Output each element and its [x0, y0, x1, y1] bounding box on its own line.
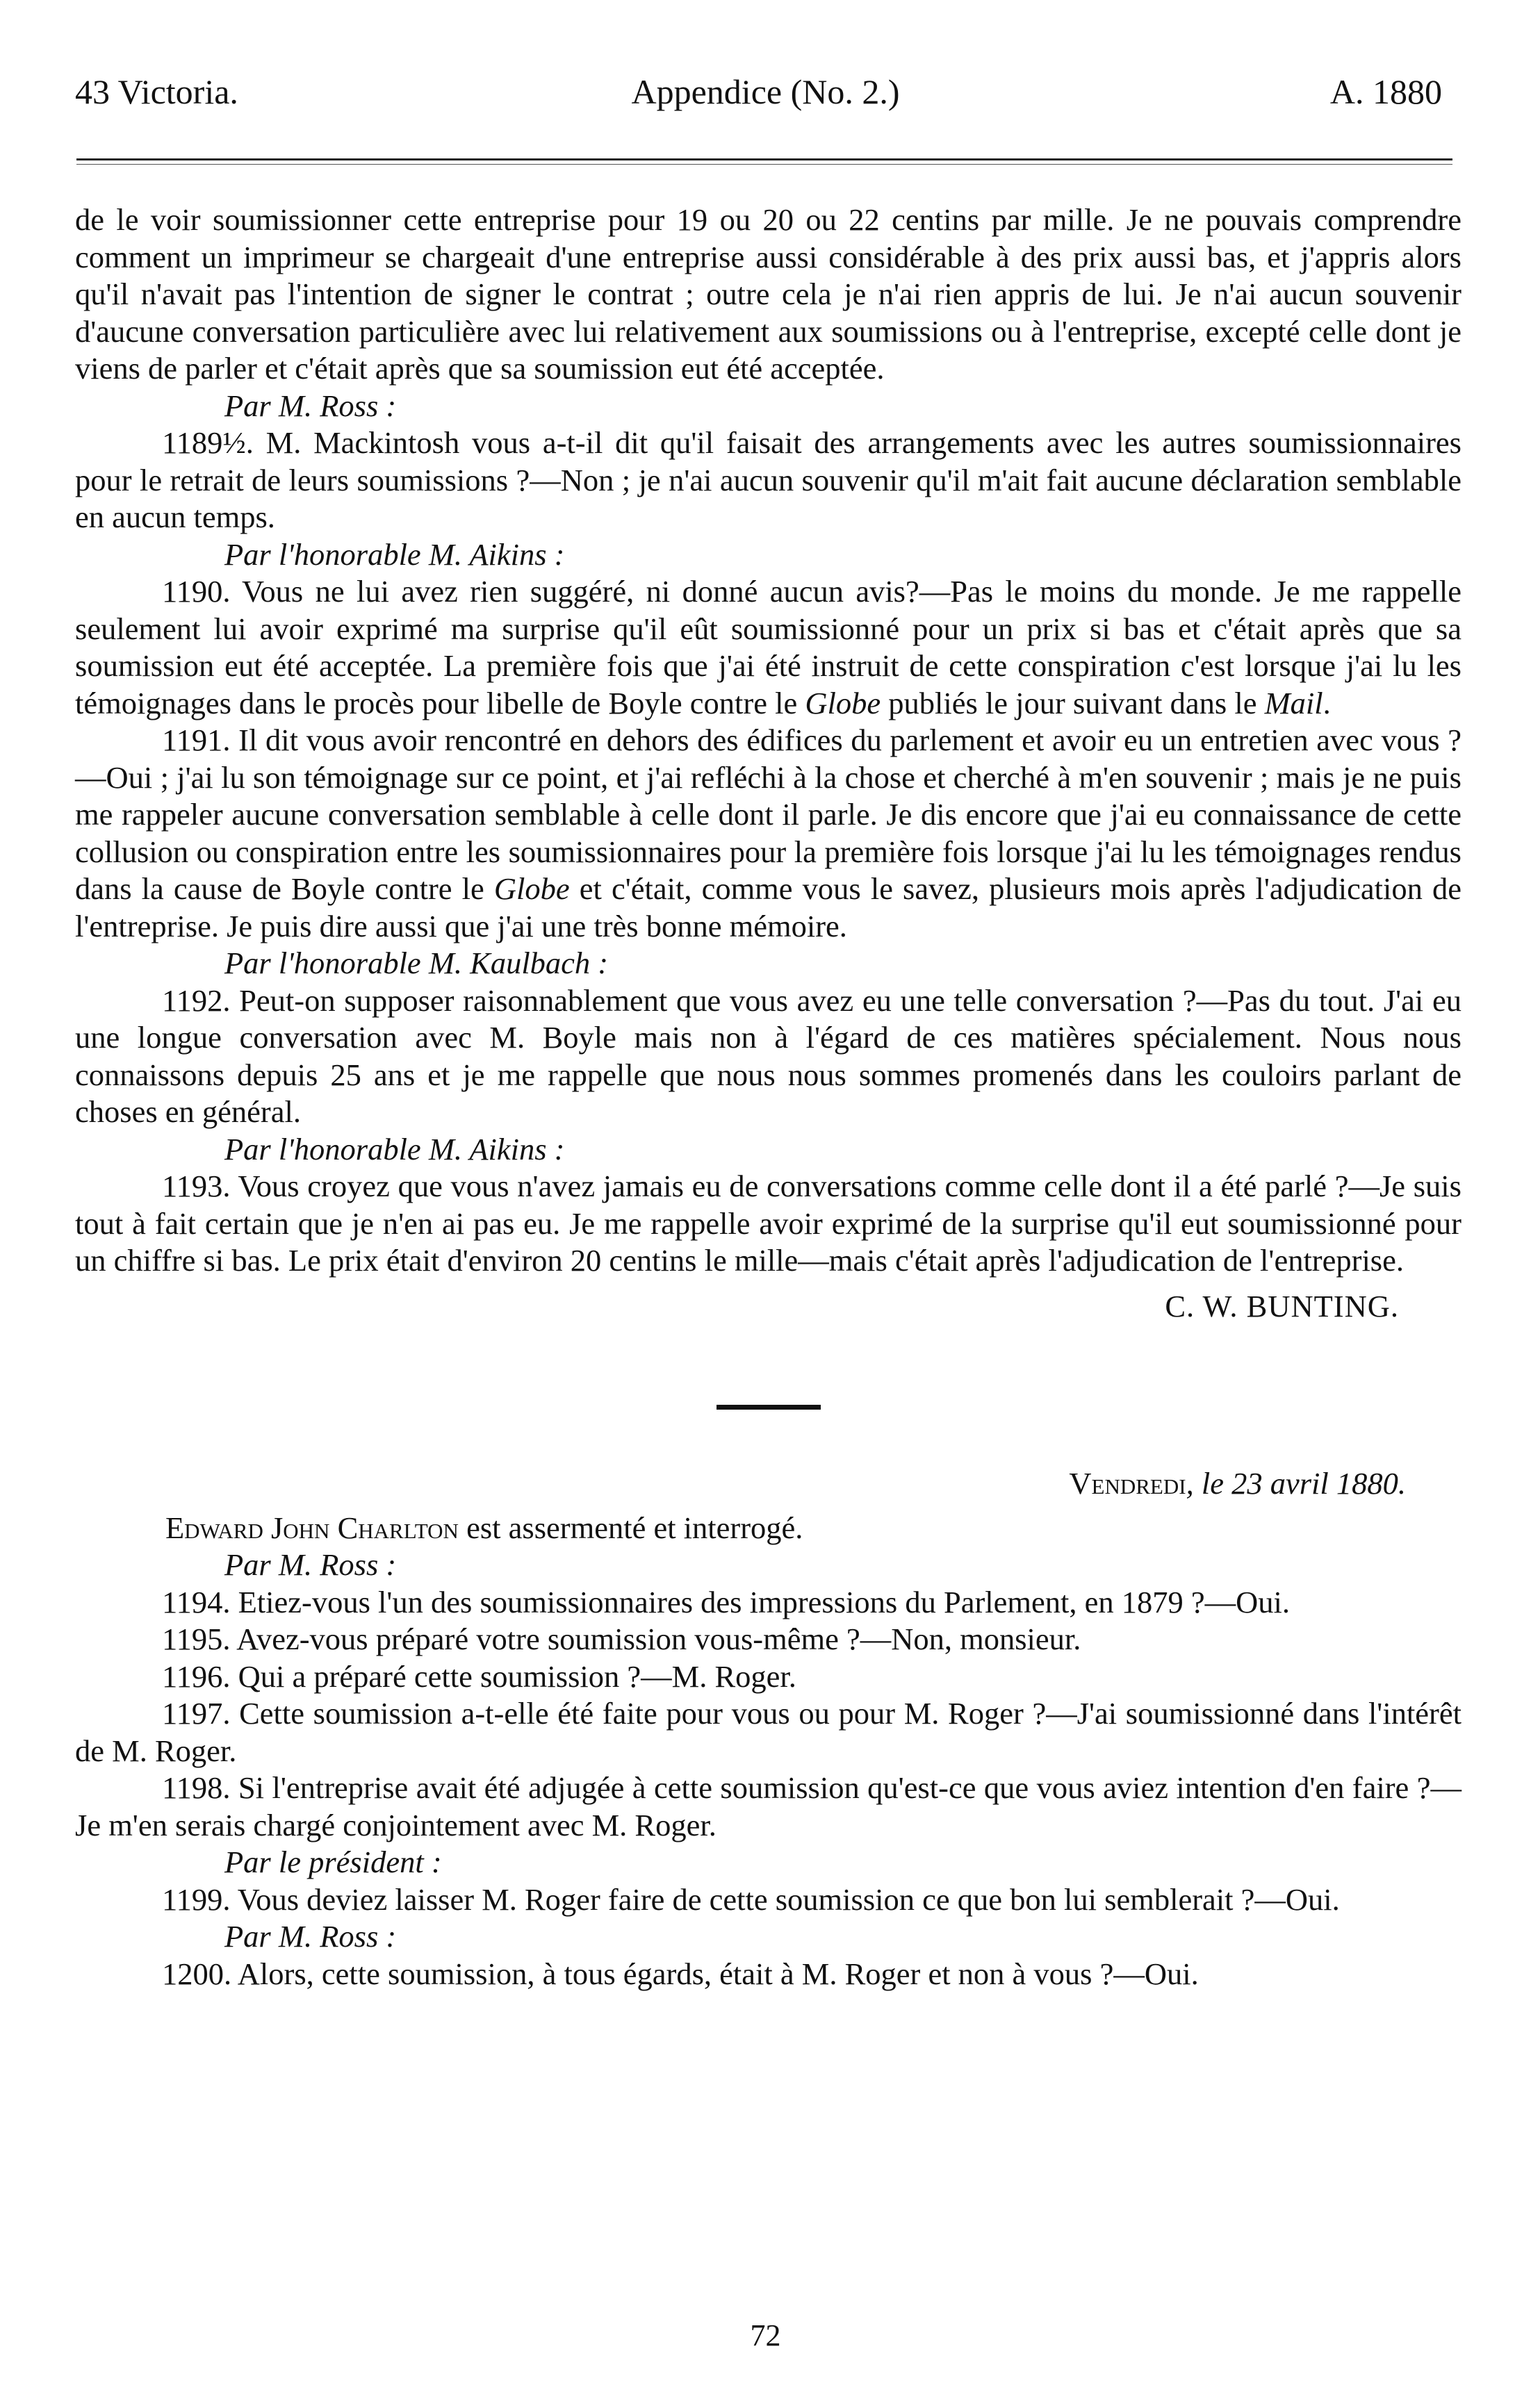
question-1200: 1200. Alors, cette soumission, à tous égards, était à M. Roger et non à vous ?—Oui. — [162, 1956, 1199, 1991]
speaker-heading: Par M. Ross : — [224, 1919, 397, 1954]
newspaper-globe: Globe — [805, 685, 881, 720]
header-title: Appendice (No. 2.) — [631, 72, 900, 111]
newspaper-globe: Globe — [493, 871, 570, 906]
header-session: 43 Victoria. — [75, 72, 238, 111]
page-number: 72 — [750, 2318, 781, 2352]
date-day: Vendredi — [1069, 1466, 1186, 1501]
speaker-heading: Par le président : — [224, 1845, 442, 1879]
speaker-heading: Par M. Ross : — [224, 1547, 397, 1582]
signature: C. W. BUNTING. — [1165, 1288, 1399, 1323]
question-1191 — [75, 722, 1462, 945]
question-1191-text-2: et c'était, comme vous le savez, plusieurs mois après l'adjudication de l'entreprise. Je puis dire aussi que j'ai une très bonne mémoire. — [75, 871, 1462, 943]
date-text: , le 23 avril 1880. — [1186, 1466, 1406, 1501]
question-1190 — [75, 573, 1462, 722]
question-1198: 1198. Si l'entreprise avait été adjugée à cette soumission qu'est-ce que vous aviez intention d'en faire ?—Je m'en serais chargé conjointement avec M. Roger. — [75, 1770, 1462, 1842]
question-1189: 1189½. M. Mackintosh vous a-t-il dit qu'il faisait des arrangements avec les autres soumissionnaires pour le retrait de leurs soumissions ?—Non ; je n'ai aucun souvenir qu'il m'ait fait aucune déclaration semblable en aucun temps. — [75, 425, 1462, 534]
body-text — [75, 201, 1462, 1993]
speaker-heading: Par l'honorable M. Kaulbach : — [224, 946, 609, 980]
newspaper-mail: Mail — [1264, 685, 1323, 720]
witness-text: est assermenté et interrogé. — [458, 1510, 803, 1545]
question-1194: 1194. Etiez-vous l'un des soumissionnaires des impressions du Parlement, en 1879 ?—Oui. — [162, 1584, 1290, 1619]
header-rule — [76, 158, 1452, 160]
witness-name: Edward John Charlton — [165, 1510, 459, 1545]
question-1190-text-3: . — [1323, 685, 1331, 720]
question-1190-text-2: publiés le jour suivant dans le — [881, 685, 1265, 720]
page-header — [0, 64, 1531, 119]
question-1190-text: 1190. Vous ne lui avez rien suggéré, ni donné aucun avis?—Pas le moins du monde. Je me rappelle seulement lui avoir exprimé ma surprise qu'il eût soumissionné pour un prix si bas et c'était après que sa soumission eut été acceptée. La première fois que j'ai été instruit de cette conspiration c'est lorsque j'ai lu les témoignages dans le procès pour libelle de Boyle contre le — [75, 574, 1462, 720]
speaker-heading: Par l'honorable M. Aikins : — [224, 536, 565, 572]
question-1195: 1195. Avez-vous préparé votre soumission vous-même ?—Non, monsieur. — [162, 1622, 1081, 1656]
question-1196: 1196. Qui a préparé cette soumission ?—M. Roger. — [162, 1658, 796, 1694]
speaker-heading: Par l'honorable M. Aikins : — [224, 1131, 565, 1166]
question-1192: 1192. Peut-on supposer raisonnablement que vous avez eu une telle conversation ?—Pas du tout. J'ai eu une longue conversation avec M. Boyle mais non à l'égard de ces matières spécialement. Nous nous connaissons depuis 25 ans et je me rappelle que nous nous sommes promenés dans les couloirs parlant de choses en général. — [75, 982, 1462, 1129]
speaker-heading: Par M. Ross : — [224, 388, 397, 423]
session-date — [75, 1465, 1462, 1503]
question-1197: 1197. Cette soumission a-t-elle été faite pour vous ou pour M. Roger ?—J'ai soumissionné dans l'intérêt de M. Roger. — [75, 1696, 1462, 1768]
question-1193: 1193. Vous croyez que vous n'avez jamais eu de conversations comme celle dont il a été parlé ?—Je suis tout à fait certain que je n'en ai pas eu. Je me rappelle avoir exprimé de la surprise qu'il eut soumissionné pour un chiffre si bas. Le prix était d'environ 20 centins le mille—mais c'était après l'adjudication de l'entreprise. — [75, 1169, 1462, 1278]
question-1199: 1199. Vous deviez laisser M. Roger faire de cette soumission ce que bon lui semblerait ?—Oui. — [162, 1881, 1340, 1917]
section-divider — [717, 1405, 821, 1410]
question-1191-text: 1191. Il dit vous avoir rencontré en dehors des édifices du parlement et avoir eu un entretien avec vous ?—Oui ; j'ai lu son témoignage sur ce point, et j'ai refléchi à la chose et cherché à m'en souvenir ; mais je ne puis me rappeler aucune conversation semblable à celle dont il parle. Je dis encore que j'ai eu connaissance de cette collusion ou conspiration entre les soumissionnaires pour la première fois lorsque j'ai lu les témoignages rendus dans la cause de Boyle contre le — [75, 723, 1462, 906]
paragraph-continuation: de le voir soumissionner cette entreprise pour 19 ou 20 ou 22 centins par mille. Je ne pouvais comprendre comment un imprimeur se chargeait d'une entreprise aussi considérable à des prix aussi bas, et j'appris alors qu'il n'avait pas l'intention de signer le contrat ; outre cela je n'ai rien appris de lui. Je n'ai aucun souvenir d'aucune conversation particulière avec lui relativement aux soumissions ou à l'entreprise, excepté celle dont je viens de parler et c'était après que sa soumission eut été acceptée. — [75, 202, 1462, 386]
witness-line — [75, 1510, 1462, 1547]
header-year: A. 1880 — [1329, 72, 1442, 111]
header-rule-thin — [76, 164, 1452, 165]
